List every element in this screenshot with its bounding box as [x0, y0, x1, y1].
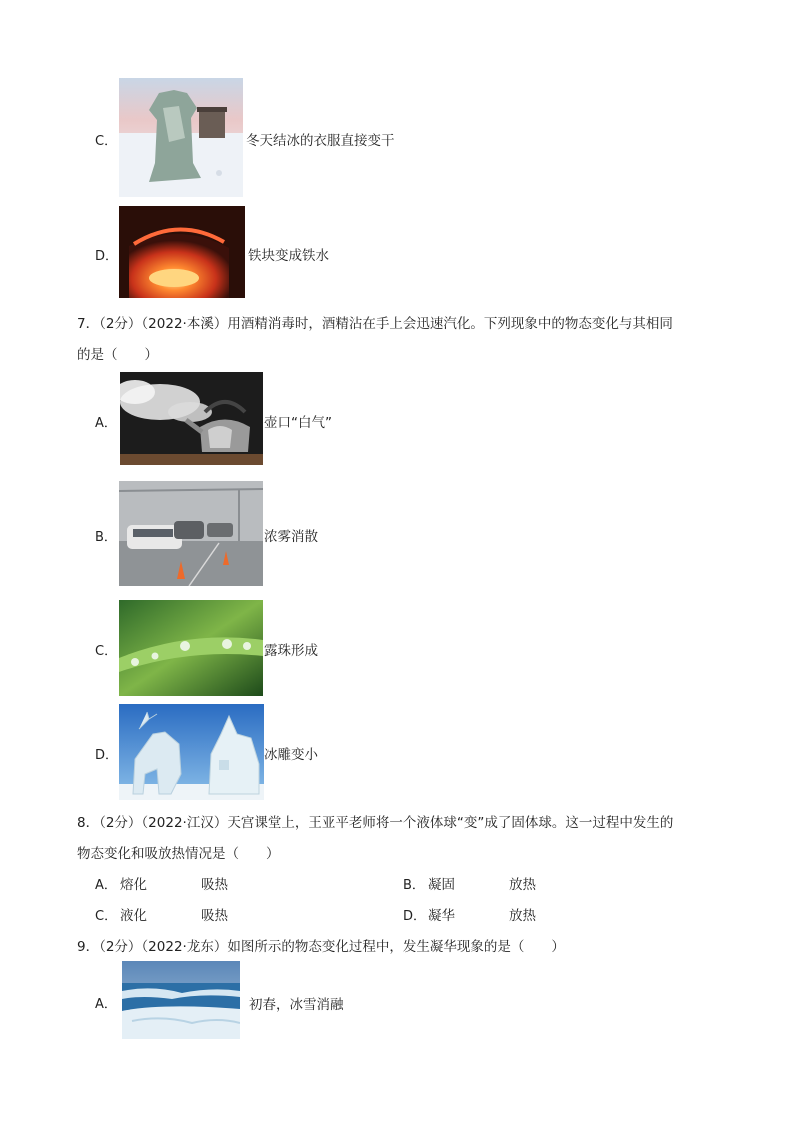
q8-option-c-letter: C．: [95, 909, 118, 924]
q8-option-c-change: 液化: [120, 908, 147, 924]
q6-option-c-letter: C．: [95, 134, 118, 149]
kettle-steam-image: [120, 372, 263, 465]
q8-option-d-change: 凝华: [428, 908, 455, 924]
q8-stem-line1: 8．（2分）（2022·江汉）天宫课堂上，王亚平老师将一个液体球“变”成了固体球。这一过程中发生的: [77, 815, 674, 831]
dew-drops-image: [119, 600, 263, 696]
foggy-road-image: [119, 481, 263, 586]
q9-stem-line1: 9．（2分）（2022·龙东）如图所示的物态变化过程中，发生凝华现象的是（ ）: [77, 939, 565, 955]
q7-option-d-letter: D．: [95, 748, 119, 763]
frozen-clothes-image: [119, 78, 243, 197]
q7-option-c-letter: C．: [95, 644, 118, 659]
q8-option-a-letter: A．: [95, 878, 117, 893]
molten-iron-image: [119, 206, 245, 298]
q8-option-a-heat: 吸热: [201, 877, 228, 893]
q8-option-b-letter: B．: [403, 878, 425, 893]
q7-option-b-letter: B．: [95, 530, 117, 545]
q8-option-b-heat: 放热: [509, 877, 536, 893]
q8-option-b-change: 凝固: [428, 877, 455, 893]
q7-option-c-text: 露珠形成: [264, 643, 318, 659]
q6-option-d-text: 铁块变成铁水: [248, 248, 329, 264]
q6-option-c-text: 冬天结冰的衣服直接变干: [246, 133, 395, 149]
q7-option-a-letter: A．: [95, 416, 117, 431]
q8-option-d-heat: 放热: [509, 908, 536, 924]
q7-stem-line2: 的是（ ）: [77, 347, 158, 363]
melting-ice-image: [122, 961, 240, 1039]
q8-option-d-letter: D．: [403, 909, 427, 924]
q7-option-d-text: 冰雕变小: [264, 747, 318, 763]
q6-option-d-letter: D．: [95, 249, 119, 264]
q8-option-a-change: 熔化: [120, 877, 147, 893]
q7-option-a-text: 壶口“白气”: [264, 415, 332, 431]
q9-option-a-text: 初春，冰雪消融: [249, 997, 344, 1013]
ice-sculpture-image: [119, 704, 264, 800]
q8-option-c-heat: 吸热: [201, 908, 228, 924]
q7-option-b-text: 浓雾消散: [264, 529, 318, 545]
q7-stem-line1: 7．（2分）（2022·本溪）用酒精消毒时，酒精沾在手上会迅速汽化。下列现象中的物态变化与其相同: [77, 316, 673, 332]
q9-option-a-letter: A．: [95, 997, 117, 1012]
q8-stem-line2: 物态变化和吸放热情况是（ ）: [77, 846, 280, 862]
